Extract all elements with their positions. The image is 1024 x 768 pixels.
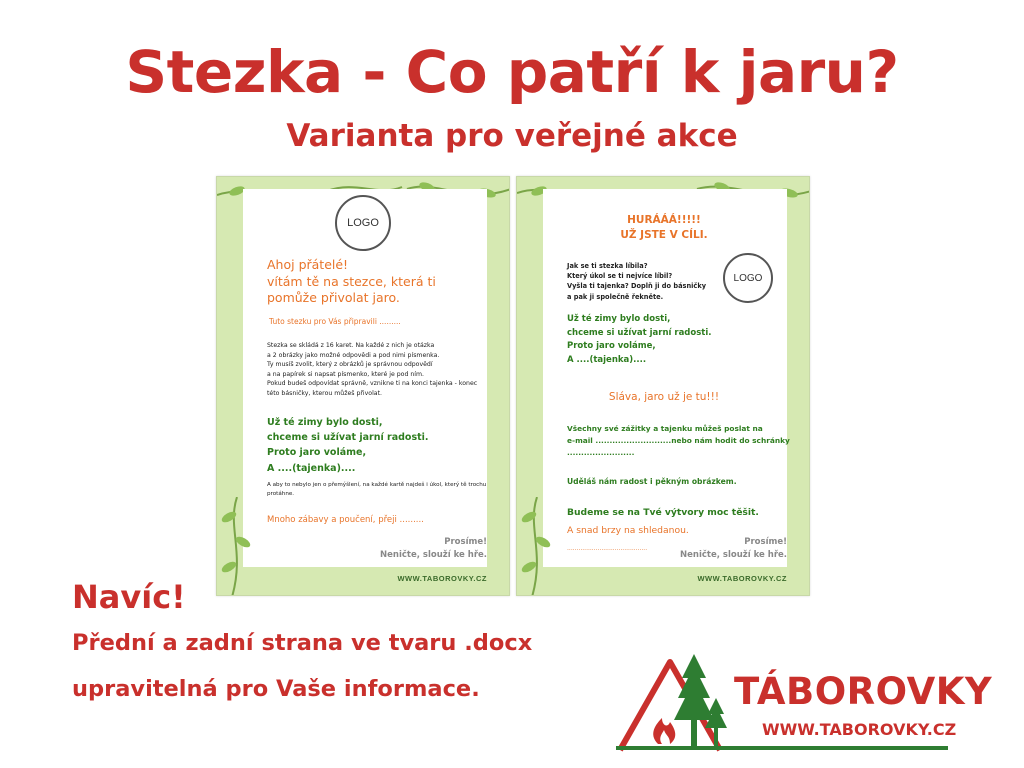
poem-text: Už té zimy bylo dosti, chceme si užívat jarní radosti. Proto jaro voláme, A ....(tajenka).... [267, 417, 429, 474]
back-page-preview [516, 176, 810, 596]
footer-note-text: Neničte, slouží ke hře. [680, 550, 787, 560]
signature-line: .......................................... [567, 545, 648, 552]
poem-text: Už té zimy bylo dosti, chceme si užívat jarní radosti. Proto jaro voláme, A ....(tajenka).... [567, 314, 712, 365]
page-title: Stezka - Co patří k jaru? [125, 38, 899, 106]
front-page-preview [216, 176, 510, 596]
site-url: WWW.TABOROVKY.CZ [697, 574, 787, 583]
questions-text: Jak se ti stezka líbila? Který úkol se ti nejvíce líbil? Vyšla ti tajenka? Doplň ji do básničky a pak ji společně řekněte. [567, 262, 706, 301]
footer-please-text: Prosíme! [444, 537, 487, 547]
site-url: WWW.TABOROVKY.CZ [397, 574, 487, 583]
glory-text: Sláva, jaro už je tu!!! [608, 391, 720, 403]
bonus-line-1: Přední a zadní strana ve tvaru .docx [72, 630, 533, 656]
instructions-text: Stezka se skládá z 16 karet. Na každé z nich je otázka a 2 obrázky jako možné odpovědi a pod nimi písmenka. Ty musíš zvolit, který z obrázků je správnou odpovědí a na papírek si napsat písmenko, které je pod ním. Pokud budeš odpovídat správně, vznikne ti na konci tajenka - konec této básničky, kterou můžeš přivolat. [267, 342, 478, 398]
logo-placeholder: LOGO [723, 253, 773, 303]
hurray-heading: HURÁÁÁ!!!!! UŽ JSTE V CÍLI. [620, 214, 708, 242]
joy-text: Uděláš nám radost i pěkným obrázkem. [567, 477, 737, 486]
looking-forward-text: Budeme se na Tvé výtvory moc těšit. [567, 507, 759, 518]
brand-name: TÁBOROVKY [734, 670, 993, 713]
page-subtitle: Varianta pro veřejné akce [286, 118, 738, 154]
bonus-line-2: upravitelná pro Vaše informace. [72, 676, 480, 702]
task-note-text: A aby to nebylo jen o přemýšlení, na každé kartě najdeš i úkol, který tě trochu protáhne. [267, 482, 487, 497]
greeting-text: Ahoj přátelé! vítám tě na stezce, která ti pomůže přivolat jaro. [267, 257, 436, 305]
bonus-heading: Navíc! [72, 578, 186, 616]
goodbye-text: A snad brzy na shledanou. [567, 525, 689, 536]
closing-text: Mnoho zábavy a poučení, přeji ......... [267, 515, 424, 525]
footer-note-text: Neničte, slouží ke hře. [380, 550, 487, 560]
footer-please-text: Prosíme! [744, 537, 787, 547]
send-info-text: Všechny své zážitky a tajenku můžeš poslat na e-mail ...........................nebo nám hodit do schránky ........................ [567, 424, 790, 458]
prepared-by-text: Tuto stezku pro Vás připravili ......... [269, 317, 401, 326]
logo-placeholder: LOGO [335, 195, 391, 251]
brand-url: WWW.TABOROVKY.CZ [762, 720, 957, 739]
